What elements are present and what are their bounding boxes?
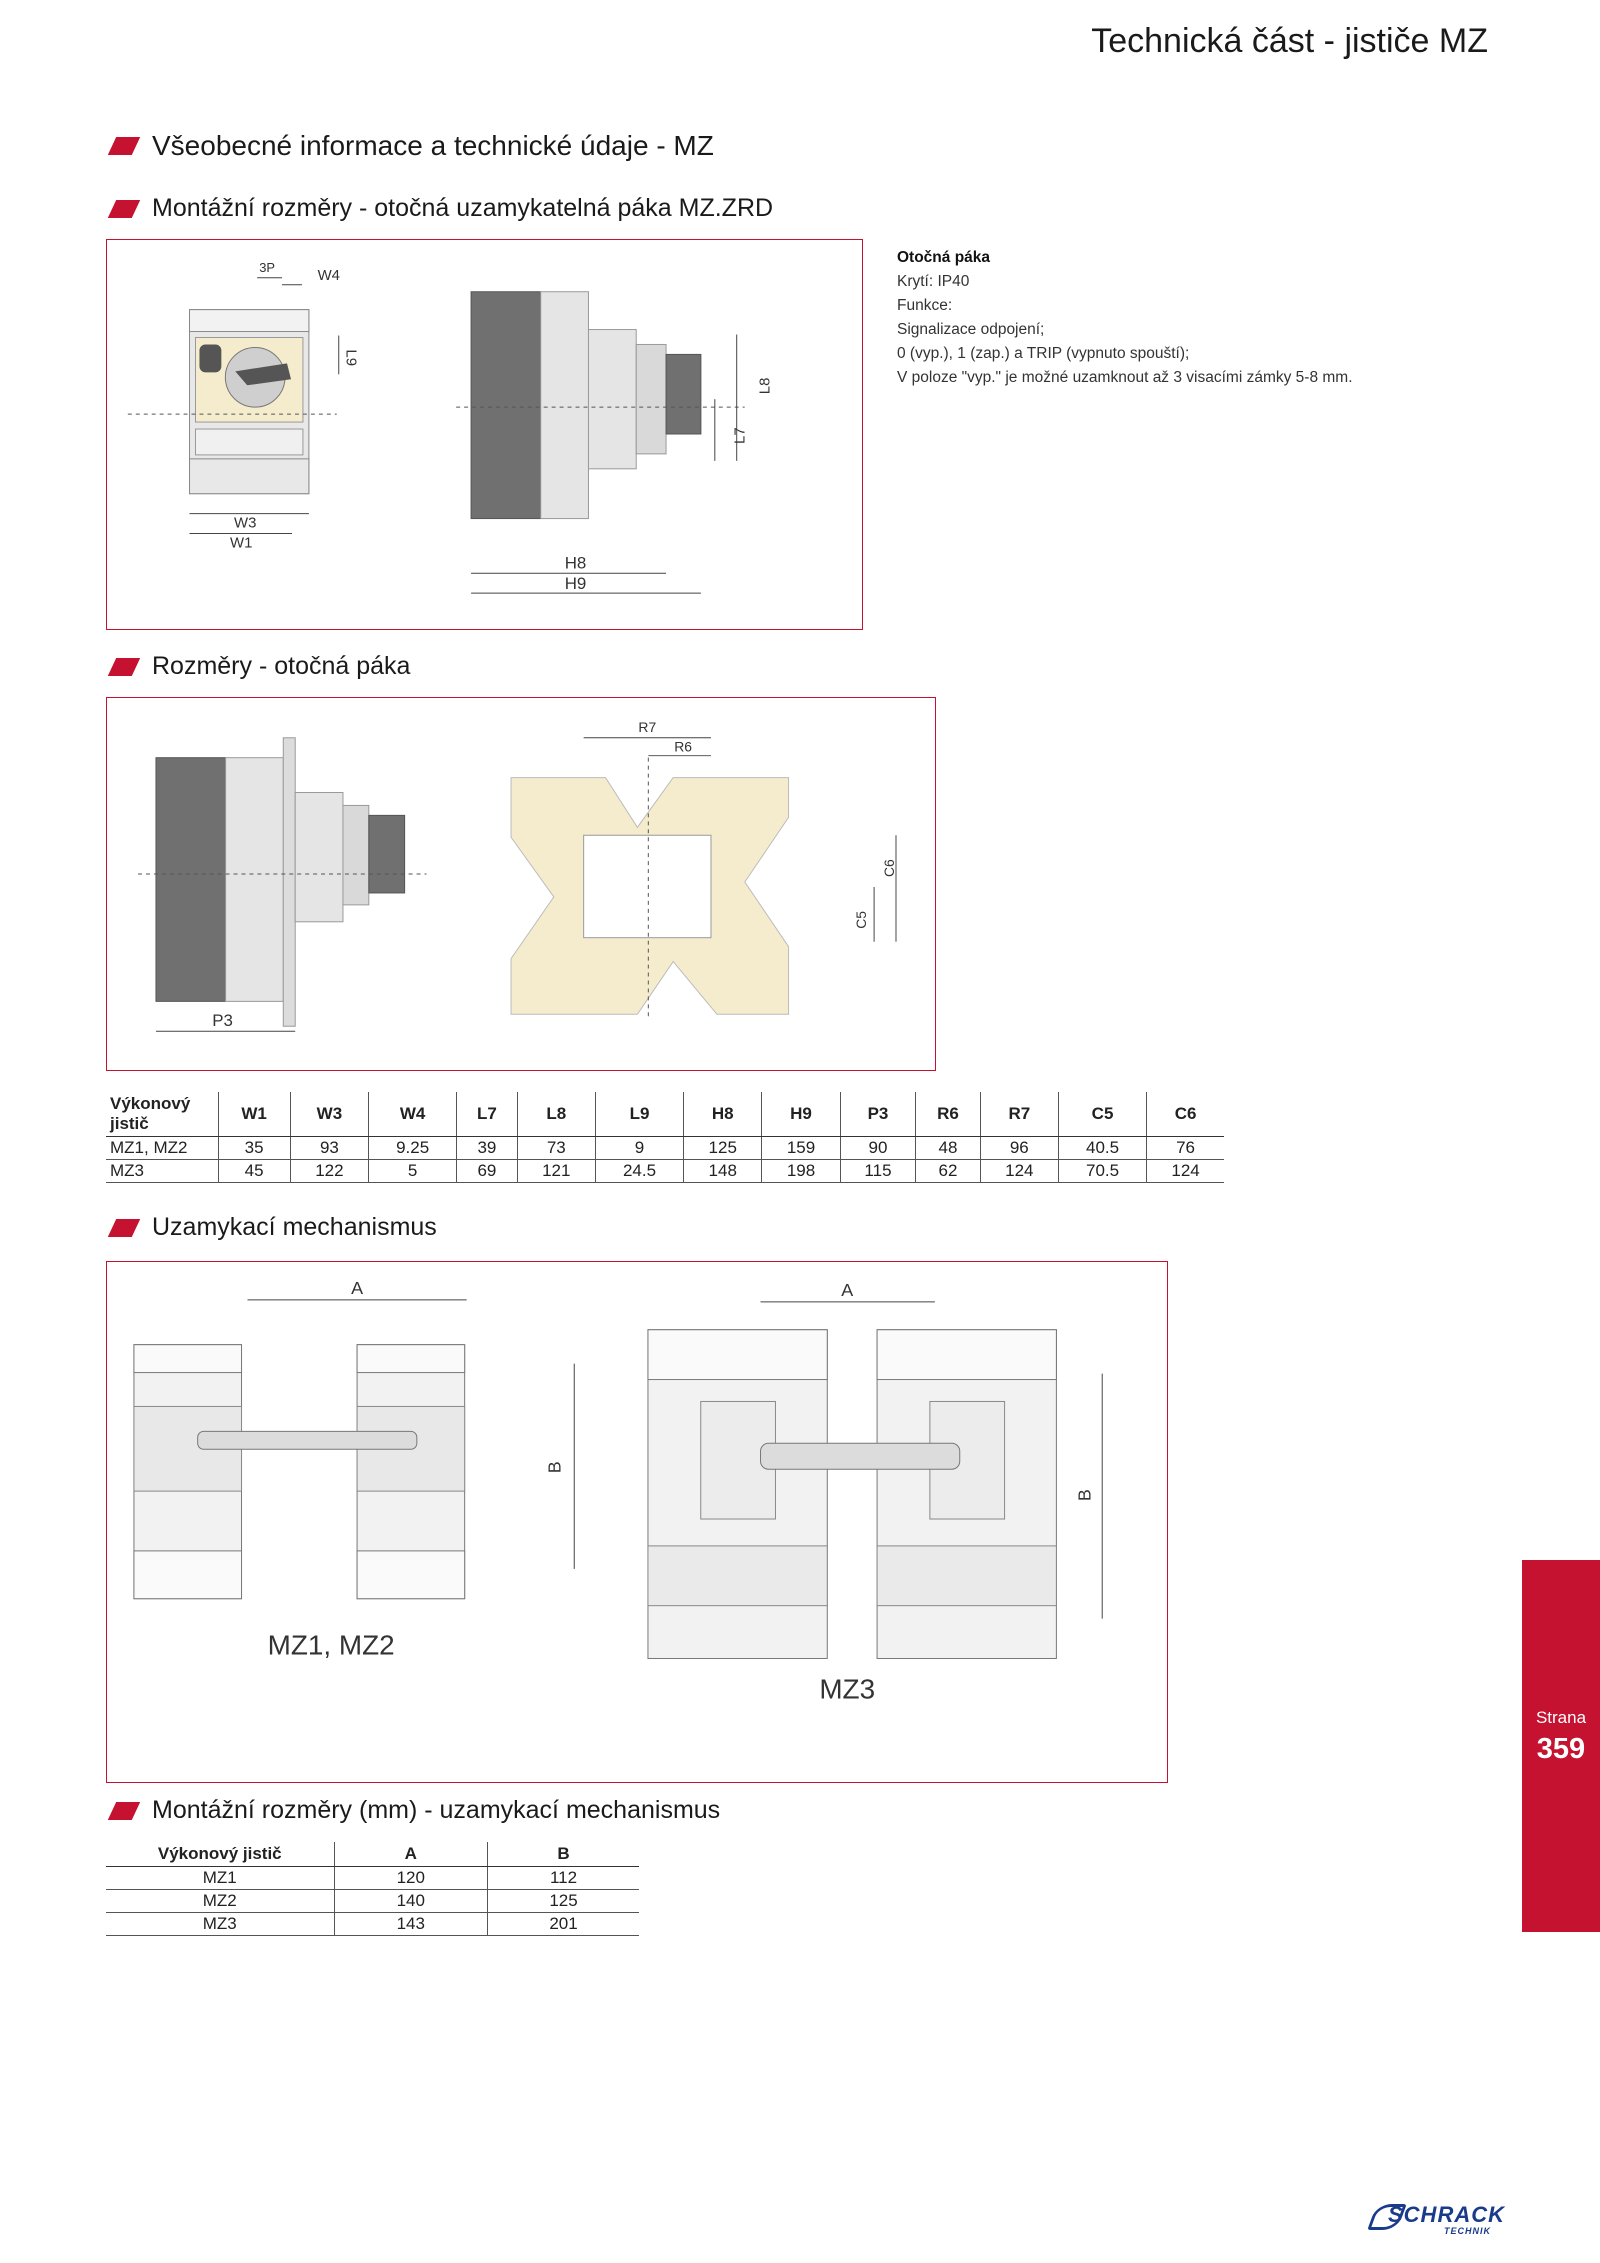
table-cell: 9.25 [369, 1137, 457, 1160]
section-heading-mounting-zrd-text: Montážní rozměry - otočná uzamykatelná páka MZ.ZRD [152, 194, 774, 222]
table-cell: MZ2 [106, 1890, 334, 1913]
table-cell: 121 [517, 1160, 595, 1183]
diagram-locking-drawing [107, 1262, 1167, 1782]
section-heading-locking-dims-text: Montážní rozměry (mm) - uzamykací mechanismus [152, 1796, 721, 1824]
table-header-row [106, 1092, 1224, 1137]
table-cell: 201 [488, 1913, 639, 1936]
table-cell: 93 [290, 1137, 368, 1160]
table-cell: 69 [457, 1160, 517, 1183]
table-cell: 124 [980, 1160, 1058, 1183]
table-cell: 48 [916, 1137, 980, 1160]
table-cell: MZ3 [106, 1160, 218, 1183]
section-heading-general-text: Všeobecné informace a technické údaje - MZ [152, 130, 714, 161]
locking-dimensions-table [106, 1842, 639, 1936]
table-header-cell: W1 [218, 1092, 290, 1137]
table-header-row [106, 1842, 639, 1867]
table-cell: 159 [762, 1137, 840, 1160]
table-cell: MZ1 [106, 1867, 334, 1890]
section-heading-locking-text: Uzamykací mechanismus [152, 1213, 437, 1241]
label-w1: W1 [230, 534, 253, 552]
table-row [106, 1137, 1224, 1160]
label-c5: C5 [853, 910, 870, 929]
info-line: V poloze "vyp." je možné uzamknout až 3 visacími zámky 5-8 mm. [897, 369, 1353, 386]
info-line: Krytí: IP40 [897, 273, 970, 290]
page-number: 359 [1536, 1733, 1586, 1765]
label-h9: H9 [564, 574, 587, 594]
table-header-cell: W3 [290, 1092, 368, 1137]
table-cell: 125 [488, 1890, 639, 1913]
table-header-cell: P3 [840, 1092, 916, 1137]
table-cell: 148 [684, 1160, 762, 1183]
table-cell: 112 [488, 1867, 639, 1890]
section-heading-mounting-zrd [112, 194, 773, 223]
table-header-cell: W4 [369, 1092, 457, 1137]
info-line: Funkce: [897, 297, 953, 314]
label-3p: 3P [259, 259, 276, 275]
label-l7: L7 [731, 427, 749, 444]
table-header-cell: A [334, 1842, 488, 1867]
diagram-mounting-zrd [106, 239, 863, 630]
label-p3: P3 [212, 1011, 233, 1031]
section-heading-rotary-dims-text: Rozměry - otočná páka [152, 652, 411, 680]
dimensions-table [106, 1092, 1224, 1183]
table-header-cell: C6 [1147, 1092, 1224, 1137]
info-title: Otočná páka [897, 249, 991, 266]
table-header-cell: H8 [684, 1092, 762, 1137]
table-cell: 76 [1147, 1137, 1224, 1160]
table-header-cell: L7 [457, 1092, 517, 1137]
info-rotary-lever [897, 246, 1353, 390]
table-cell: 115 [840, 1160, 916, 1183]
table-row [106, 1913, 639, 1936]
table-cell: 39 [457, 1137, 517, 1160]
diagram-rotary-dims [106, 697, 936, 1071]
label-mz3: MZ3 [819, 1673, 876, 1705]
table-header-cell: Výkonový jistič [106, 1092, 218, 1137]
table-cell: 45 [218, 1160, 290, 1183]
table-cell: 120 [334, 1867, 488, 1890]
section-heading-rotary-dims [112, 652, 410, 681]
logo-sub-text: TECHNIK [1444, 2226, 1491, 2236]
table-cell: 143 [334, 1913, 488, 1936]
table-cell: 125 [684, 1137, 762, 1160]
table-cell: 62 [916, 1160, 980, 1183]
page-tab-label: Strana [1535, 1708, 1587, 1727]
diagram-mounting-zrd-drawing [107, 240, 862, 629]
label-w3: W3 [234, 514, 257, 532]
table-header-cell: L9 [595, 1092, 683, 1137]
diagram-rotary-dims-drawing [107, 698, 935, 1070]
label-r6: R6 [674, 738, 693, 755]
label-r7: R7 [638, 718, 657, 735]
page-tab [1522, 1560, 1600, 1932]
table-header-cell: C5 [1058, 1092, 1146, 1137]
table-row [106, 1867, 639, 1890]
logo-main-text: SCHRACK [1388, 2202, 1505, 2227]
table-cell: 140 [334, 1890, 488, 1913]
red-marker-icon [108, 1802, 140, 1820]
table-header-cell: H9 [762, 1092, 840, 1137]
table-cell: 122 [290, 1160, 368, 1183]
info-line: 0 (vyp.), 1 (zap.) a TRIP (vypnuto spouští); [897, 345, 1190, 362]
table-cell: 24.5 [595, 1160, 683, 1183]
table-cell: 90 [840, 1137, 916, 1160]
red-marker-icon [108, 200, 140, 218]
red-marker-icon [108, 137, 140, 155]
red-marker-icon [108, 1219, 140, 1237]
table-row [106, 1890, 639, 1913]
info-line: Signalizace odpojení; [897, 321, 1045, 338]
label-h8: H8 [564, 553, 587, 573]
table-header-cell: B [488, 1842, 639, 1867]
table-cell: 198 [762, 1160, 840, 1183]
section-heading-locking-dims [112, 1796, 720, 1825]
table-header-cell: R7 [980, 1092, 1058, 1137]
table-cell: 73 [517, 1137, 595, 1160]
table-cell: 5 [369, 1160, 457, 1183]
section-heading-locking [112, 1213, 437, 1242]
table-row [106, 1160, 1224, 1183]
diagram-locking [106, 1261, 1168, 1783]
label-b-mz3: B [1074, 1489, 1095, 1502]
table-cell: 96 [980, 1137, 1058, 1160]
label-a-mz3: A [841, 1279, 854, 1300]
table-header-cell: Výkonový jistič [106, 1842, 334, 1867]
label-a-mz12: A [351, 1277, 364, 1298]
label-w4: W4 [317, 266, 340, 284]
schrack-logo [1372, 2202, 1505, 2238]
section-heading-general [112, 130, 714, 162]
red-marker-icon [108, 658, 140, 676]
page-title: Technická část - jističe MZ [1091, 22, 1488, 60]
table-cell: MZ3 [106, 1913, 334, 1936]
label-l9: L9 [342, 349, 360, 367]
table-cell: 40.5 [1058, 1137, 1146, 1160]
label-mz12: MZ1, MZ2 [267, 1629, 395, 1661]
table-cell: 70.5 [1058, 1160, 1146, 1183]
label-l8: L8 [756, 377, 774, 395]
table-cell: 9 [595, 1137, 683, 1160]
table-cell: 124 [1147, 1160, 1224, 1183]
label-c6: C6 [880, 859, 897, 878]
table-cell: MZ1, MZ2 [106, 1137, 218, 1160]
table-header-cell: L8 [517, 1092, 595, 1137]
table-cell: 35 [218, 1137, 290, 1160]
table-header-cell: R6 [916, 1092, 980, 1137]
label-b-mz12: B [544, 1461, 565, 1474]
